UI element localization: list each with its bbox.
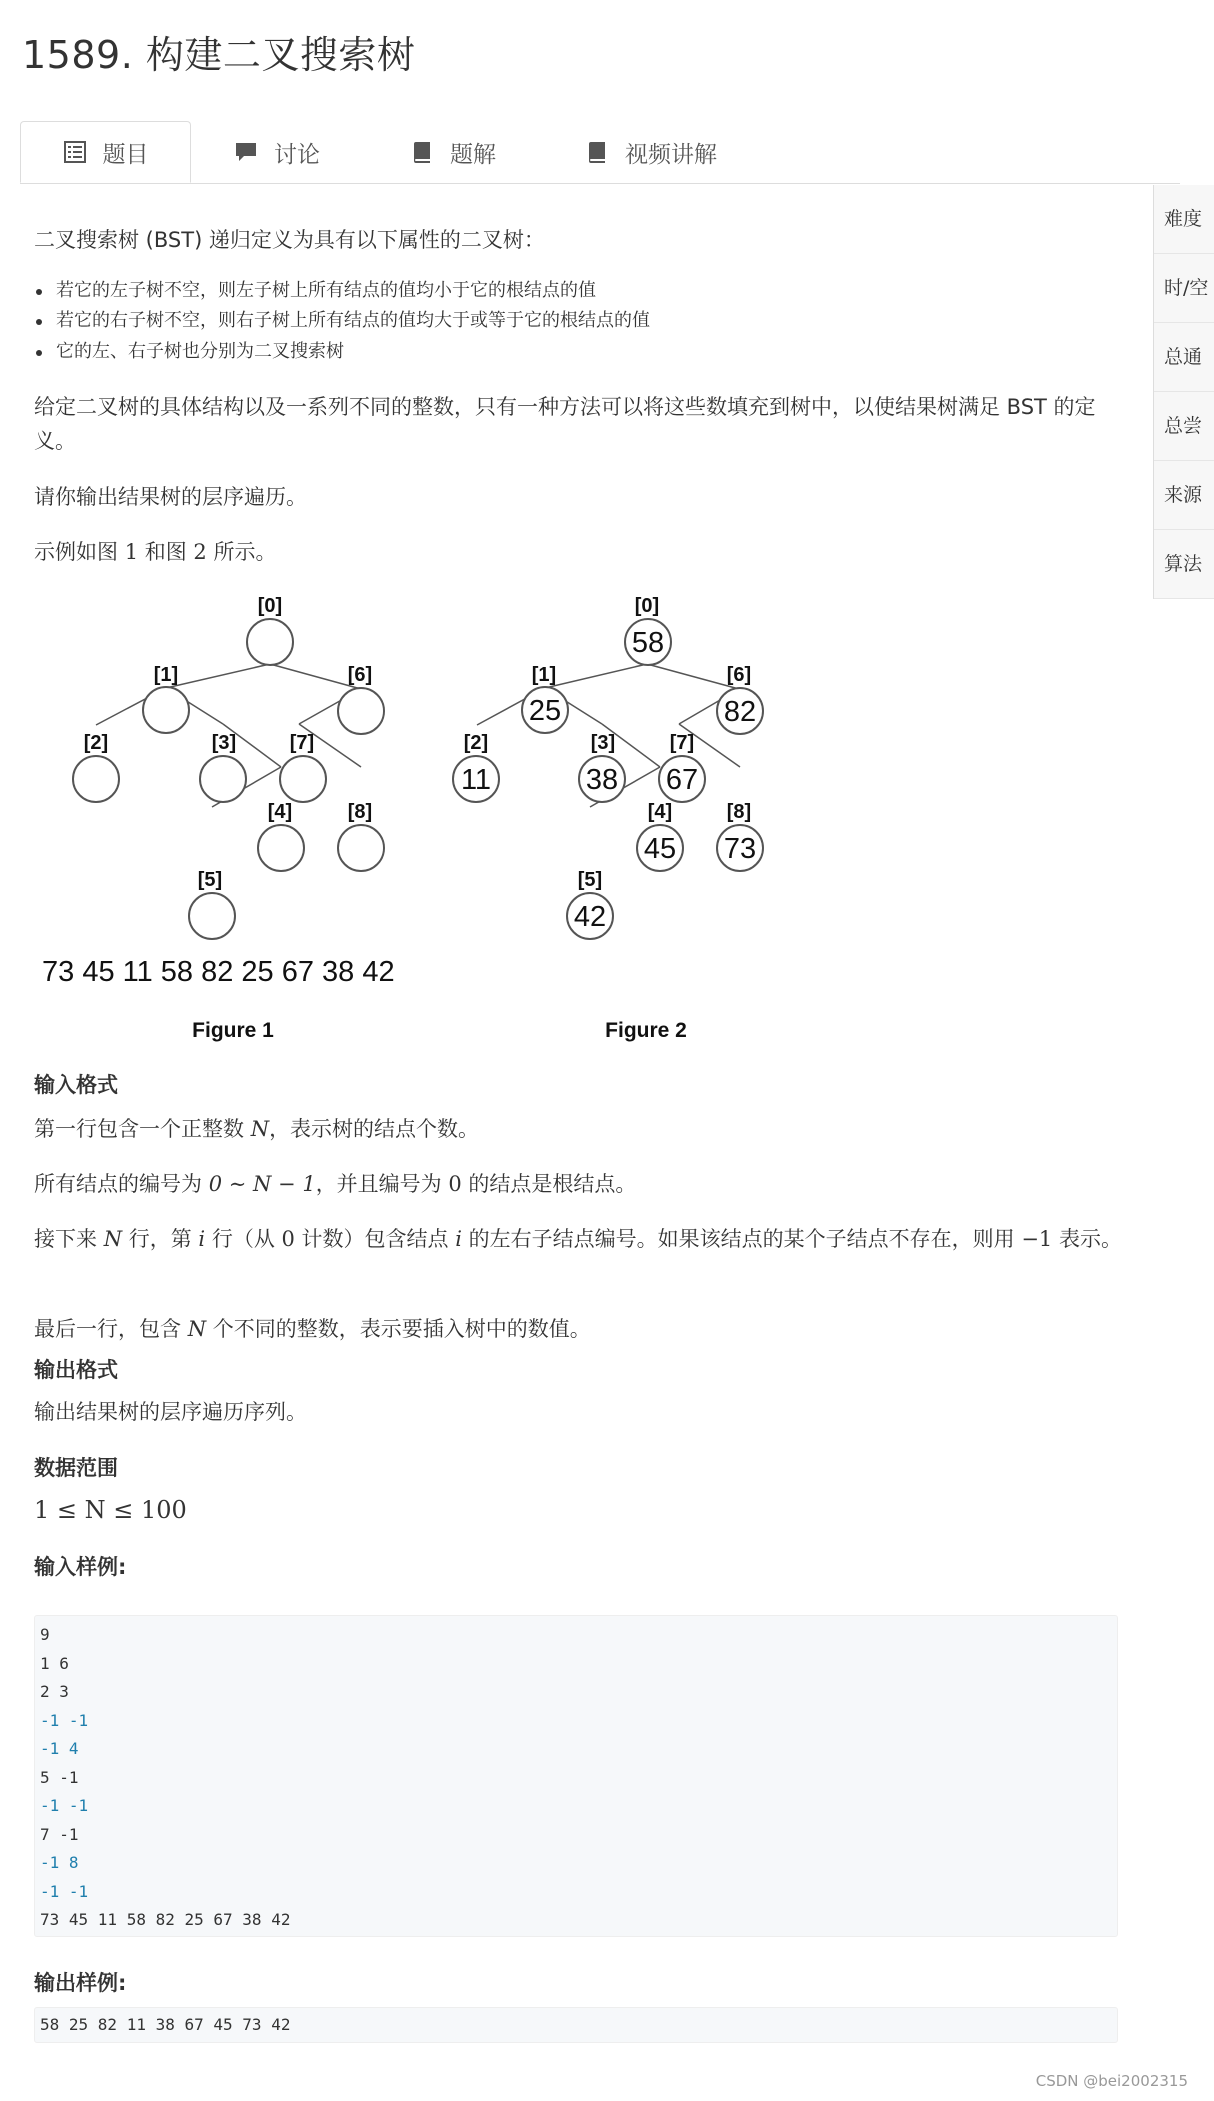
node-value: 45 bbox=[643, 833, 677, 865]
node-index-label: [3] bbox=[590, 732, 616, 754]
problem-desc: 示例如图 1 和图 2 所示。 bbox=[34, 540, 277, 564]
figure1-caption: Figure 1 bbox=[192, 1019, 274, 1042]
code-line: 5 -1 bbox=[40, 1767, 79, 1787]
tab-video[interactable] bbox=[585, 121, 765, 183]
node-value: 42 bbox=[573, 901, 607, 933]
tree-node bbox=[258, 825, 304, 871]
list-icon bbox=[63, 140, 87, 164]
node-index-label: [7] bbox=[669, 732, 695, 754]
page-title: 1589. 构建二叉搜索树 bbox=[22, 33, 416, 77]
tab-problem[interactable] bbox=[20, 121, 191, 183]
figure1-numbers: 73 45 11 58 82 25 67 38 42 bbox=[42, 956, 395, 988]
node-index-label: [8] bbox=[726, 801, 752, 823]
figure2-caption: Figure 2 bbox=[605, 1019, 687, 1042]
node-index-label: [1] bbox=[531, 664, 557, 686]
node-index-label: [3] bbox=[211, 732, 237, 754]
node-index-label: [1] bbox=[153, 664, 179, 686]
sample-input-code[interactable] bbox=[34, 1615, 1118, 1937]
code-line: 9 bbox=[40, 1625, 50, 1644]
node-value: 11 bbox=[460, 764, 492, 796]
input-format-line: 接下来 N 行，第 i 行（从 0 计数）包含结点 i 的左右子结点编号。如果该结点的某个子结点不存在，则用 −1 表示。 bbox=[34, 1227, 1122, 1251]
side-item-accepted: 总通 bbox=[1154, 323, 1214, 392]
code-line: -1 4 bbox=[40, 1739, 79, 1758]
figure1-nodes bbox=[73, 619, 384, 939]
bullet-item: 它的左、右子树也分别为二叉搜索树 bbox=[56, 338, 344, 366]
node-value: 67 bbox=[665, 764, 699, 796]
node-index-label: [5] bbox=[197, 869, 223, 891]
node-index-label: [4] bbox=[267, 801, 293, 823]
tab-label: 题目 bbox=[102, 141, 149, 168]
node-value: 58 bbox=[631, 627, 665, 659]
data-range-text: 1 ≤ N ≤ 100 bbox=[34, 1496, 187, 1524]
output-format-heading: 输出格式 bbox=[34, 1358, 118, 1382]
tab-label: 视频讲解 bbox=[625, 141, 717, 168]
tab-solutions[interactable] bbox=[410, 121, 530, 183]
sample-output-code[interactable] bbox=[34, 2007, 1118, 2043]
tree-node bbox=[189, 893, 235, 939]
tab-discussion[interactable] bbox=[234, 121, 354, 183]
tree-node bbox=[143, 687, 189, 733]
tab-label: 讨论 bbox=[274, 141, 320, 168]
code-line: 73 45 11 58 82 25 67 38 42 bbox=[40, 1910, 291, 1929]
node-index-label: [4] bbox=[647, 801, 673, 823]
node-index-label: [6] bbox=[726, 664, 752, 686]
code-line: 58 25 82 11 38 67 45 73 42 bbox=[40, 2015, 291, 2034]
input-format-line: 最后一行，包含 N 个不同的整数，表示要插入树中的数值。 bbox=[34, 1317, 591, 1341]
code-line: 7 -1 bbox=[40, 1824, 79, 1844]
node-value: 73 bbox=[723, 833, 757, 865]
tree-node bbox=[200, 756, 246, 802]
code-line: -1 8 bbox=[40, 1853, 79, 1872]
side-item-algorithm: 算法 bbox=[1154, 530, 1214, 599]
comment-icon bbox=[234, 140, 258, 164]
input-format-line: 第一行包含一个正整数 N，表示树的结点个数。 bbox=[34, 1117, 480, 1141]
code-line: -1 -1 bbox=[40, 1881, 89, 1901]
input-format-heading: 输入格式 bbox=[34, 1073, 118, 1097]
tree-node bbox=[247, 619, 293, 665]
node-index-label: [8] bbox=[347, 801, 373, 823]
tab-label: 题解 bbox=[450, 141, 496, 168]
node-index-label: [6] bbox=[347, 664, 373, 686]
problem-intro: 二叉搜索树 (BST) 递归定义为具有以下属性的二叉树： bbox=[34, 228, 545, 252]
code-line: 1 6 bbox=[40, 1653, 69, 1673]
example-figures bbox=[34, 585, 794, 1050]
node-index-label: [0] bbox=[257, 595, 283, 617]
sample-input-heading: 输入样例: bbox=[34, 1555, 127, 1579]
tree-node bbox=[338, 688, 384, 734]
bullet-item: 若它的右子树不空，则右子树上所有结点的值均大于或等于它的根结点的值 bbox=[56, 307, 650, 335]
side-item-limits: 时/空 bbox=[1154, 254, 1214, 323]
book-icon bbox=[585, 140, 609, 164]
code-line: -1 -1 bbox=[40, 1796, 89, 1815]
node-value: 82 bbox=[723, 696, 757, 728]
tab-bar bbox=[20, 121, 1180, 184]
data-range-heading: 数据范围 bbox=[34, 1456, 118, 1480]
tree-node bbox=[338, 825, 384, 871]
side-item-difficulty: 难度 bbox=[1154, 185, 1214, 254]
book-icon bbox=[410, 140, 434, 164]
node-value: 38 bbox=[585, 764, 619, 796]
sample-output-heading: 输出样例: bbox=[34, 1971, 127, 1995]
bullet-item: 若它的左子树不空，则左子树上所有结点的值均小于它的根结点的值 bbox=[56, 277, 596, 305]
tree-node bbox=[73, 756, 119, 802]
problem-desc: 请你输出结果树的层序遍历。 bbox=[34, 485, 307, 509]
node-value: 25 bbox=[528, 695, 562, 727]
input-format-line: 所有结点的编号为 0 ∼ N − 1，并且编号为 0 的结点是根结点。 bbox=[34, 1172, 637, 1196]
side-panel bbox=[1153, 185, 1214, 599]
output-format-text: 输出结果树的层序遍历序列。 bbox=[34, 1400, 307, 1424]
node-index-label: [2] bbox=[83, 732, 109, 754]
side-item-source: 来源 bbox=[1154, 461, 1214, 530]
node-index-label: [7] bbox=[289, 732, 315, 754]
side-item-attempts: 总尝 bbox=[1154, 392, 1214, 461]
problem-desc: 给定二叉树的具体结构以及一系列不同的整数，只有一种方法可以将这些数填充到树中，以使结果树满足 BST 的定义。 bbox=[34, 395, 1096, 453]
code-line: 2 3 bbox=[40, 1682, 69, 1701]
watermark: CSDN @bei2002315 bbox=[1035, 2072, 1188, 2090]
node-index-label: [5] bbox=[577, 869, 603, 891]
node-index-label: [2] bbox=[463, 732, 489, 754]
code-line: -1 -1 bbox=[40, 1710, 89, 1730]
tree-node bbox=[280, 756, 326, 802]
node-index-label: [0] bbox=[634, 595, 660, 617]
